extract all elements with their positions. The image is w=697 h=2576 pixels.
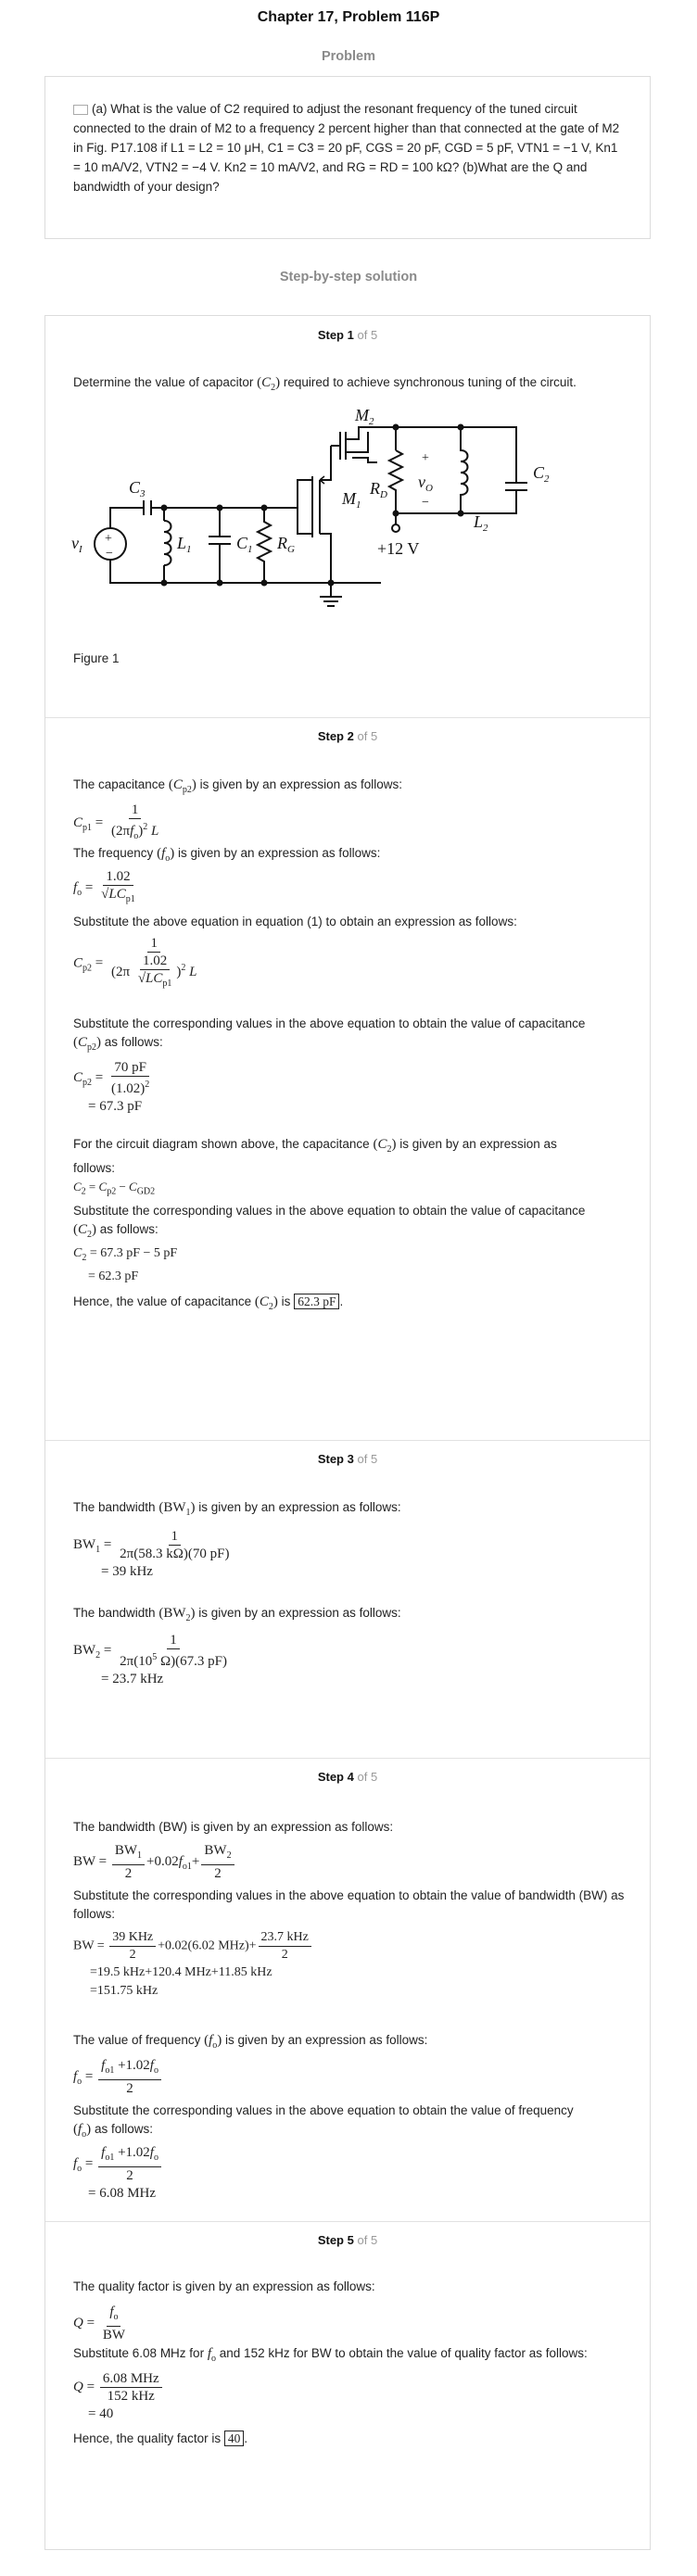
- answer-c2: 62.3 pF: [294, 1294, 339, 1309]
- svg-text:+: +: [422, 451, 429, 465]
- step-2-text-1: The capacitance $(C_{p2})$ is given by an expression as follows:: [73, 777, 402, 795]
- step-2-header: Step 2 of 5: [317, 729, 378, 743]
- step-3-header: Step 3 of 5: [317, 1452, 378, 1466]
- eq-q: Q = $\frac{f_o}{BW}$: [73, 2305, 125, 2342]
- step-2-text-6: Substitute the corresponding values in the above equation to obtain the value of capacitance $(C_2)$ as follows:: [73, 1204, 586, 1240]
- step-4-text-3: The value of frequency $(f_o)$ is given by an expression as follows:: [73, 2033, 428, 2051]
- eq-bw2: $BW_2$ = $\frac{1}{2\pi(10^5 \Omega)(67.3 pF)}$ = 23.7 kHz: [73, 1633, 227, 1686]
- eq-fo-2: $f_o$ = $\frac{f_{o1} +1.02f_o}{2}$: [73, 2057, 163, 2097]
- eq-cp2-sub: $C_{p2}$ = 1 (2π $\frac{1.02}{√LC_{p1}}$ )$^2$ L: [73, 936, 197, 989]
- svg-text:M1: $M_1$: [342, 489, 361, 511]
- svg-text:M2: $M_2$: [355, 406, 374, 427]
- eq-fo-val: $f_o$ = $\frac{f_{o1} +1.02f_o}{2}$ = 6.08 MHz: [73, 2144, 163, 2203]
- circuit-figure: [62, 395, 637, 645]
- problem-text: (a) What is the value of C2 required to adjust the resonant frequency of the tuned circuit connected to the drain of M2 to a frequency 2 percent higher than that connected at the gate of M2 in Fig. P17.108 if L1 = L2 = 10 μH, C1 = C3 = 20 pF, CGS = 20 pF, CGD = 5 pF, VTN1 = −1 V, Kn1 = 10 mA/V2, VTN2 = −4 V. Kn2 = 10 mA/V2, and RG = RD = 100 kΩ? (b)What are the Q and bandwidth of your design?: [73, 102, 620, 194]
- problem-box: [44, 76, 651, 239]
- step-4-text-1: The bandwidth (BW) is given by an expression as follows:: [73, 1820, 394, 1834]
- step-2-text-2: The frequency $(f_o)$ is given by an expression as follows:: [73, 846, 381, 864]
- step-1-header: Step 1 of 5: [317, 328, 378, 342]
- step-2-text-3: Substitute the above equation in equation (1) to obtain an expression as follows:: [73, 915, 517, 928]
- page-title: Chapter 17, Problem 116P: [257, 9, 440, 25]
- svg-text:L2: $L_2$: [474, 512, 488, 534]
- solution-steps: [44, 315, 651, 2550]
- step-5-conclusion: Hence, the quality factor is 40 .: [73, 2431, 248, 2445]
- step-5-header: Step 5 of 5: [317, 2233, 378, 2247]
- step-5-text-1: The quality factor is given by an expression as follows:: [73, 2279, 375, 2293]
- svg-text:L1: $L_1$: [177, 534, 192, 555]
- eq-bw1: $BW_1$ = $\frac{1}{2\pi(58.3 k\Omega)(70 pF)}$ = 39 kHz: [73, 1529, 230, 1579]
- step-5-text-2: Substitute 6.08 MHz for $f_o$ and 152 kHz for BW to obtain the value of quality factor as follows:: [73, 2346, 588, 2364]
- answer-q: 40: [224, 2431, 245, 2446]
- step-2-text-5: For the circuit diagram shown above, the capacitance $(C_2)$ is given by an expression as follows:: [73, 1137, 557, 1175]
- step-2-text-4: Substitute the corresponding values in the above equation to obtain the value of capacitance $(C_{p2})$ as follows:: [73, 1017, 586, 1053]
- step-3-text-1: The bandwidth $(BW_1)$ is given by an expression as follows:: [73, 1500, 401, 1518]
- eq-bw-val: BW = $\frac{\text{39 KHz}}{2}$ +0.02(6.02 MHz)+ $\frac{\text{23.7 kHz}}{2}$ =19.5 kHz+120.4 MHz+11.85 kHz =151.75 kHz: [73, 1929, 313, 2001]
- eq-q-val: Q = $\frac{\text{6.08 MHz}}{\text{152 kHz}}$ = 40: [73, 2370, 164, 2423]
- eq-c2: $C_2 = C_{p2} - C_{GD2}$: [73, 1180, 156, 1197]
- step-3-text-2: The bandwidth $(BW_2)$ is given by an expression as follows:: [73, 1606, 401, 1623]
- eq-bw: BW = $\frac{BW_1}{2}$ $+0.02f_{o1}+$ $\frac{BW_2}{2}$: [73, 1842, 236, 1882]
- eq-cp1: $C_{p1}$ = $\frac{1}{(2\pi f_o)^2 L}$: [73, 802, 159, 841]
- svg-text:C1: $C_1$: [236, 534, 253, 555]
- step-1: [45, 316, 650, 717]
- svg-text:−: −: [106, 547, 113, 561]
- step-4-text-2: Substitute the corresponding values in the above equation to obtain the value of bandwidth (BW) as follows:: [73, 1888, 625, 1921]
- step-2-conclusion: Hence, the value of capacitance $(C_2)$ is 62.3 pF .: [73, 1294, 344, 1312]
- step-4-text-4: Substitute the corresponding values in the above equation to obtain the value of frequency $(f_o)$ as follows:: [73, 2103, 574, 2140]
- solution-label: Step-by-step solution: [279, 270, 418, 284]
- step-1-text: Determine the value of capacitor $(C_2)$ required to achieve synchronous tuning of the circuit.: [73, 375, 577, 393]
- svg-text:C2: $C_2$: [533, 463, 550, 485]
- svg-text:C3: $C_3$: [129, 478, 146, 499]
- eq-c2-val: $C_2 = 67.3$ pF − 5 pF = 62.3 pF: [73, 1246, 178, 1283]
- svg-text:RG: $R_G$: [277, 534, 295, 555]
- svg-text:+12 V: +12 V: [377, 539, 420, 558]
- step-4: [45, 1758, 650, 2221]
- eq-fo: $f_o$ = $\frac{1.02}{√LC_{p1}}$: [73, 869, 135, 904]
- svg-text:vO: $v_O$: [418, 473, 433, 494]
- figure-caption: Figure 1: [73, 651, 120, 665]
- svg-text:+: +: [105, 532, 112, 546]
- step-5: [45, 2221, 650, 2551]
- step-3: [45, 1440, 650, 1758]
- problem-label: Problem: [321, 49, 375, 64]
- step-2: [45, 717, 650, 1440]
- svg-text:−: −: [422, 496, 429, 510]
- svg-text:vI: $v_I$: [71, 534, 82, 555]
- eq-cp2-val: $C_{p2}$ = $\frac{70 pF}{(1.02)^2}$ = 67.3 pF: [73, 1060, 150, 1114]
- step-4-header: Step 4 of 5: [317, 1770, 378, 1784]
- svg-text:RD: $R_D$: [370, 479, 387, 500]
- expand-icon[interactable]: [73, 105, 88, 115]
